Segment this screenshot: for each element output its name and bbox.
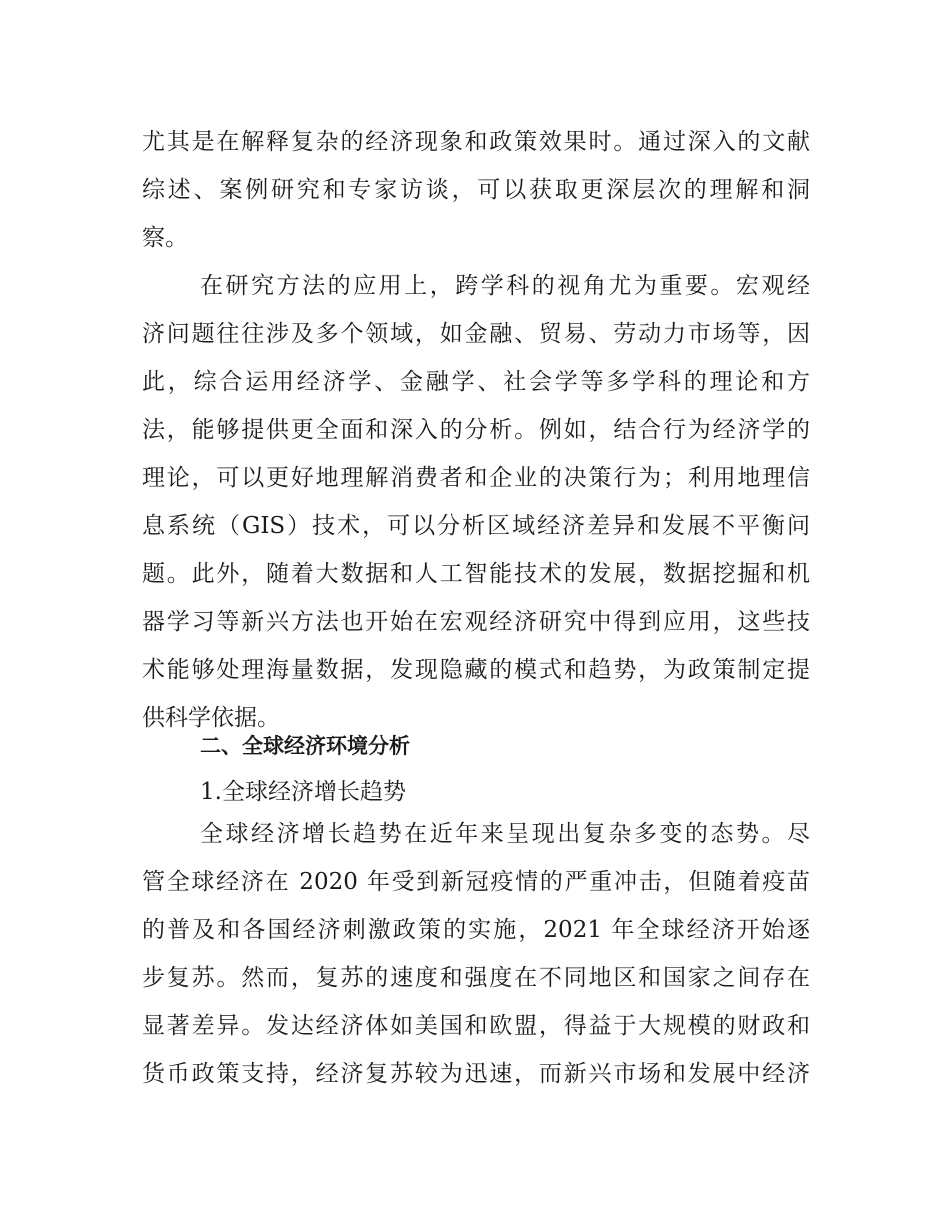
- subsection-heading: 1.全球经济增长趋势: [200, 779, 406, 805]
- text-line: 尤其是在解释复杂的经济现象和政策效果时。通过深入的文献: [142, 129, 810, 155]
- paragraph-first-line: 在研究方法的应用上，跨学科的视角尤为重要。宏观经: [200, 273, 810, 299]
- text-line: 术能够处理海量数据，发现隐藏的模式和趋势，为政策制定提: [142, 657, 810, 683]
- text-line: 供科学依据。: [142, 705, 280, 731]
- text-line: 综述、案例研究和专家访谈，可以获取更深层次的理解和洞: [142, 177, 810, 203]
- text-line: 步复苏。然而，复苏的速度和强度在不同地区和国家之间存在: [142, 965, 810, 991]
- text-line: 此，综合运用经济学、金融学、社会学等多学科的理论和方: [142, 369, 810, 395]
- text-line: 法，能够提供更全面和深入的分析。例如，结合行为经济学的: [142, 417, 810, 443]
- text-line: 息系统（GIS）技术，可以分析区域经济差异和发展不平衡问: [142, 513, 810, 539]
- section-heading: 二、全球经济环境分析: [200, 734, 410, 758]
- text-line: 理论，可以更好地理解消费者和企业的决策行为；利用地理信: [142, 465, 810, 491]
- text-line: 管全球经济在 2020 年受到新冠疫情的严重冲击，但随着疫苗: [142, 869, 810, 895]
- text-line: 察。: [142, 225, 188, 251]
- text-line: 货币政策支持，经济复苏较为迅速，而新兴市场和发展中经济: [142, 1061, 810, 1087]
- text-line: 的普及和各国经济刺激政策的实施，2021 年全球经济开始逐: [142, 917, 810, 943]
- text-line: 器学习等新兴方法也开始在宏观经济研究中得到应用，这些技: [142, 609, 810, 635]
- text-line: 显著差异。发达经济体如美国和欧盟，得益于大规模的财政和: [142, 1013, 810, 1039]
- text-line: 题。此外，随着大数据和人工智能技术的发展，数据挖掘和机: [142, 561, 810, 587]
- text-line: 济问题往往涉及多个领域，如金融、贸易、劳动力市场等，因: [142, 321, 810, 347]
- paragraph-first-line: 全球经济增长趋势在近年来呈现出复杂多变的态势。尽: [200, 821, 810, 847]
